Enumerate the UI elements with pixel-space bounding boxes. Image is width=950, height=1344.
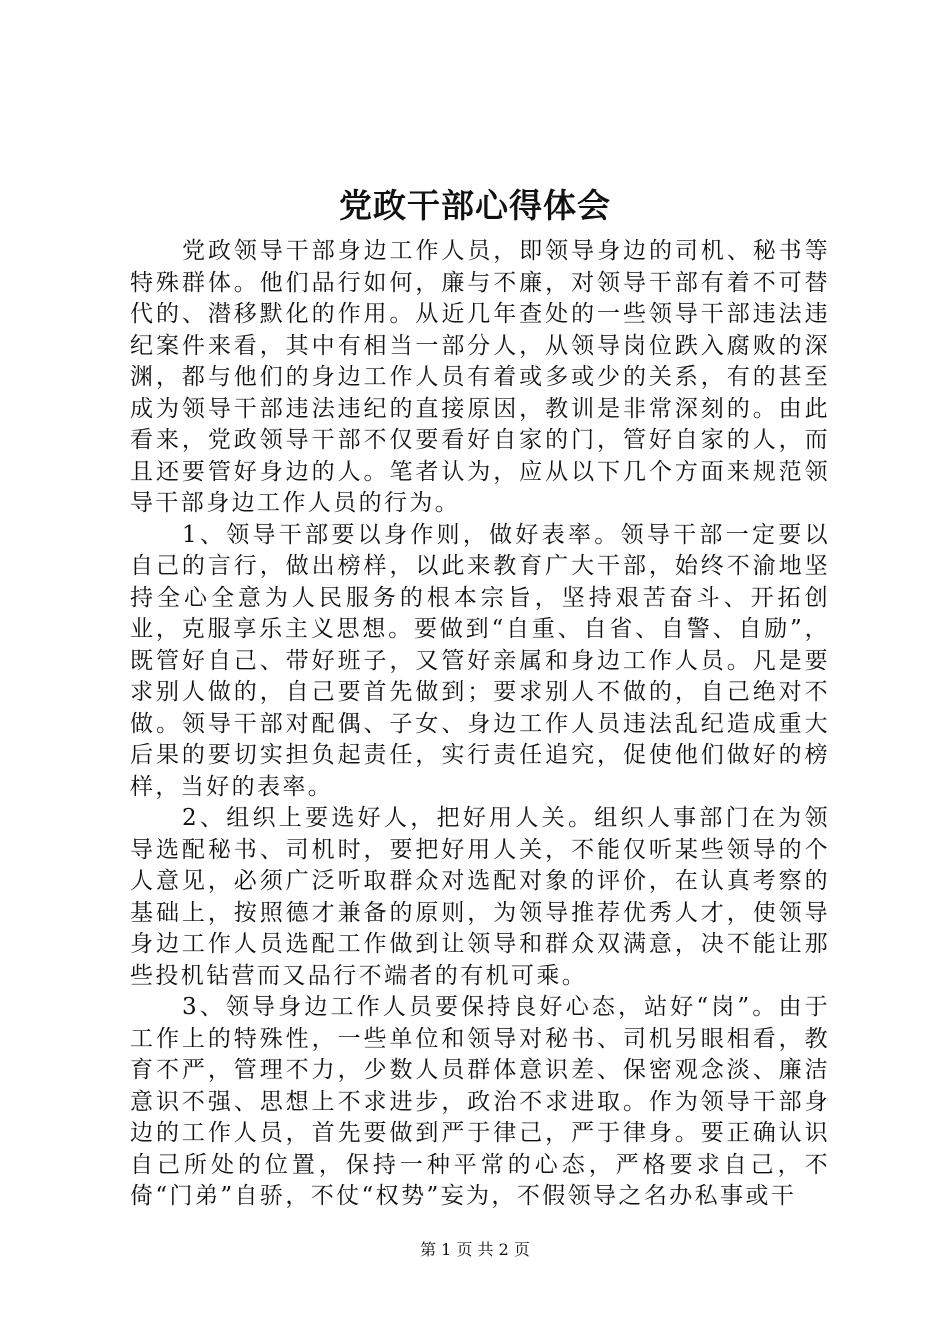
page-number: 第 1 页 共 2 页 [420,1240,530,1259]
document-body [130,236,830,1213]
paragraph-point-3: 3、领导身边工作人员要保持良好心态，站好“岗”。由于工作上的特殊性，一些单位和领导对秘书、司机另眼相看，教育不严，管理不力，少数人员群体意识差、保密观念淡、廉洁意识不强、思想上不求进步，政治不求进取。作为领导干部身边的工作人员，首先要做到严于律己，严于律身。要正确认识自己所处的位置，保持一种平常的心态，严格要求自己，不倚“门弟”自骄，不仗“权势”妄为，不假领导之名办私事或干 [130,994,830,1209]
paragraph-point-2: 2、组织上要选好人，把好用人关。组织人事部门在为领导选配秘书、司机时，要把好用人关，不能仅听某些领导的个人意见，必须广泛听取群众对选配对象的评价，在认真考察的基础上，按照德才兼备的原则，为领导推荐优秀人才，使领导身边工作人员选配工作做到让领导和群众双满意，决不能让那些投机钻营而又品行不端者的有机可乘。 [130,805,830,989]
paragraph-intro: 党政领导干部身边工作人员，即领导身边的司机、秘书等特殊群体。他们品行如何，廉与不廉，对领导干部有着不可替代的、潜移默化的作用。从近几年查处的一些领导干部违法违纪案件来看，其中有相当一部分人，从领导岗位跌入腐败的深渊，都与他们的身边工作人员有着或多或少的关系，有的甚至成为领导干部违法违纪的直接原因，教训是非常深刻的。由此看来，党政领导干部不仅要看好自家的门，管好自家的人，而且还要管好身边的人。笔者认为，应从以下几个方面来规范领导干部身边工作人员的行为。 [130,238,830,516]
document-title: 党政干部心得体会 [339,186,611,225]
paragraph-point-1: 1、领导干部要以身作则，做好表率。领导干部一定要以自己的言行，做出榜样，以此来教育广大干部，始终不渝地坚持全心全意为人民服务的根本宗旨，坚持艰苦奋斗、开拓创业，克服享乐主义思想。要做到“自重、自省、自警、自励”，既管好自己、带好班子，又管好亲属和身边工作人员。凡是要求别人做的，自己要首先做到；要求别人不做的，自己绝对不做。领导干部对配偶、子女、身边工作人员违法乱纪造成重大后果的要切实担负起责任，实行责任追究，促使他们做好的榜样，当好的表率。 [130,521,830,800]
page-footer [0,1238,950,1262]
